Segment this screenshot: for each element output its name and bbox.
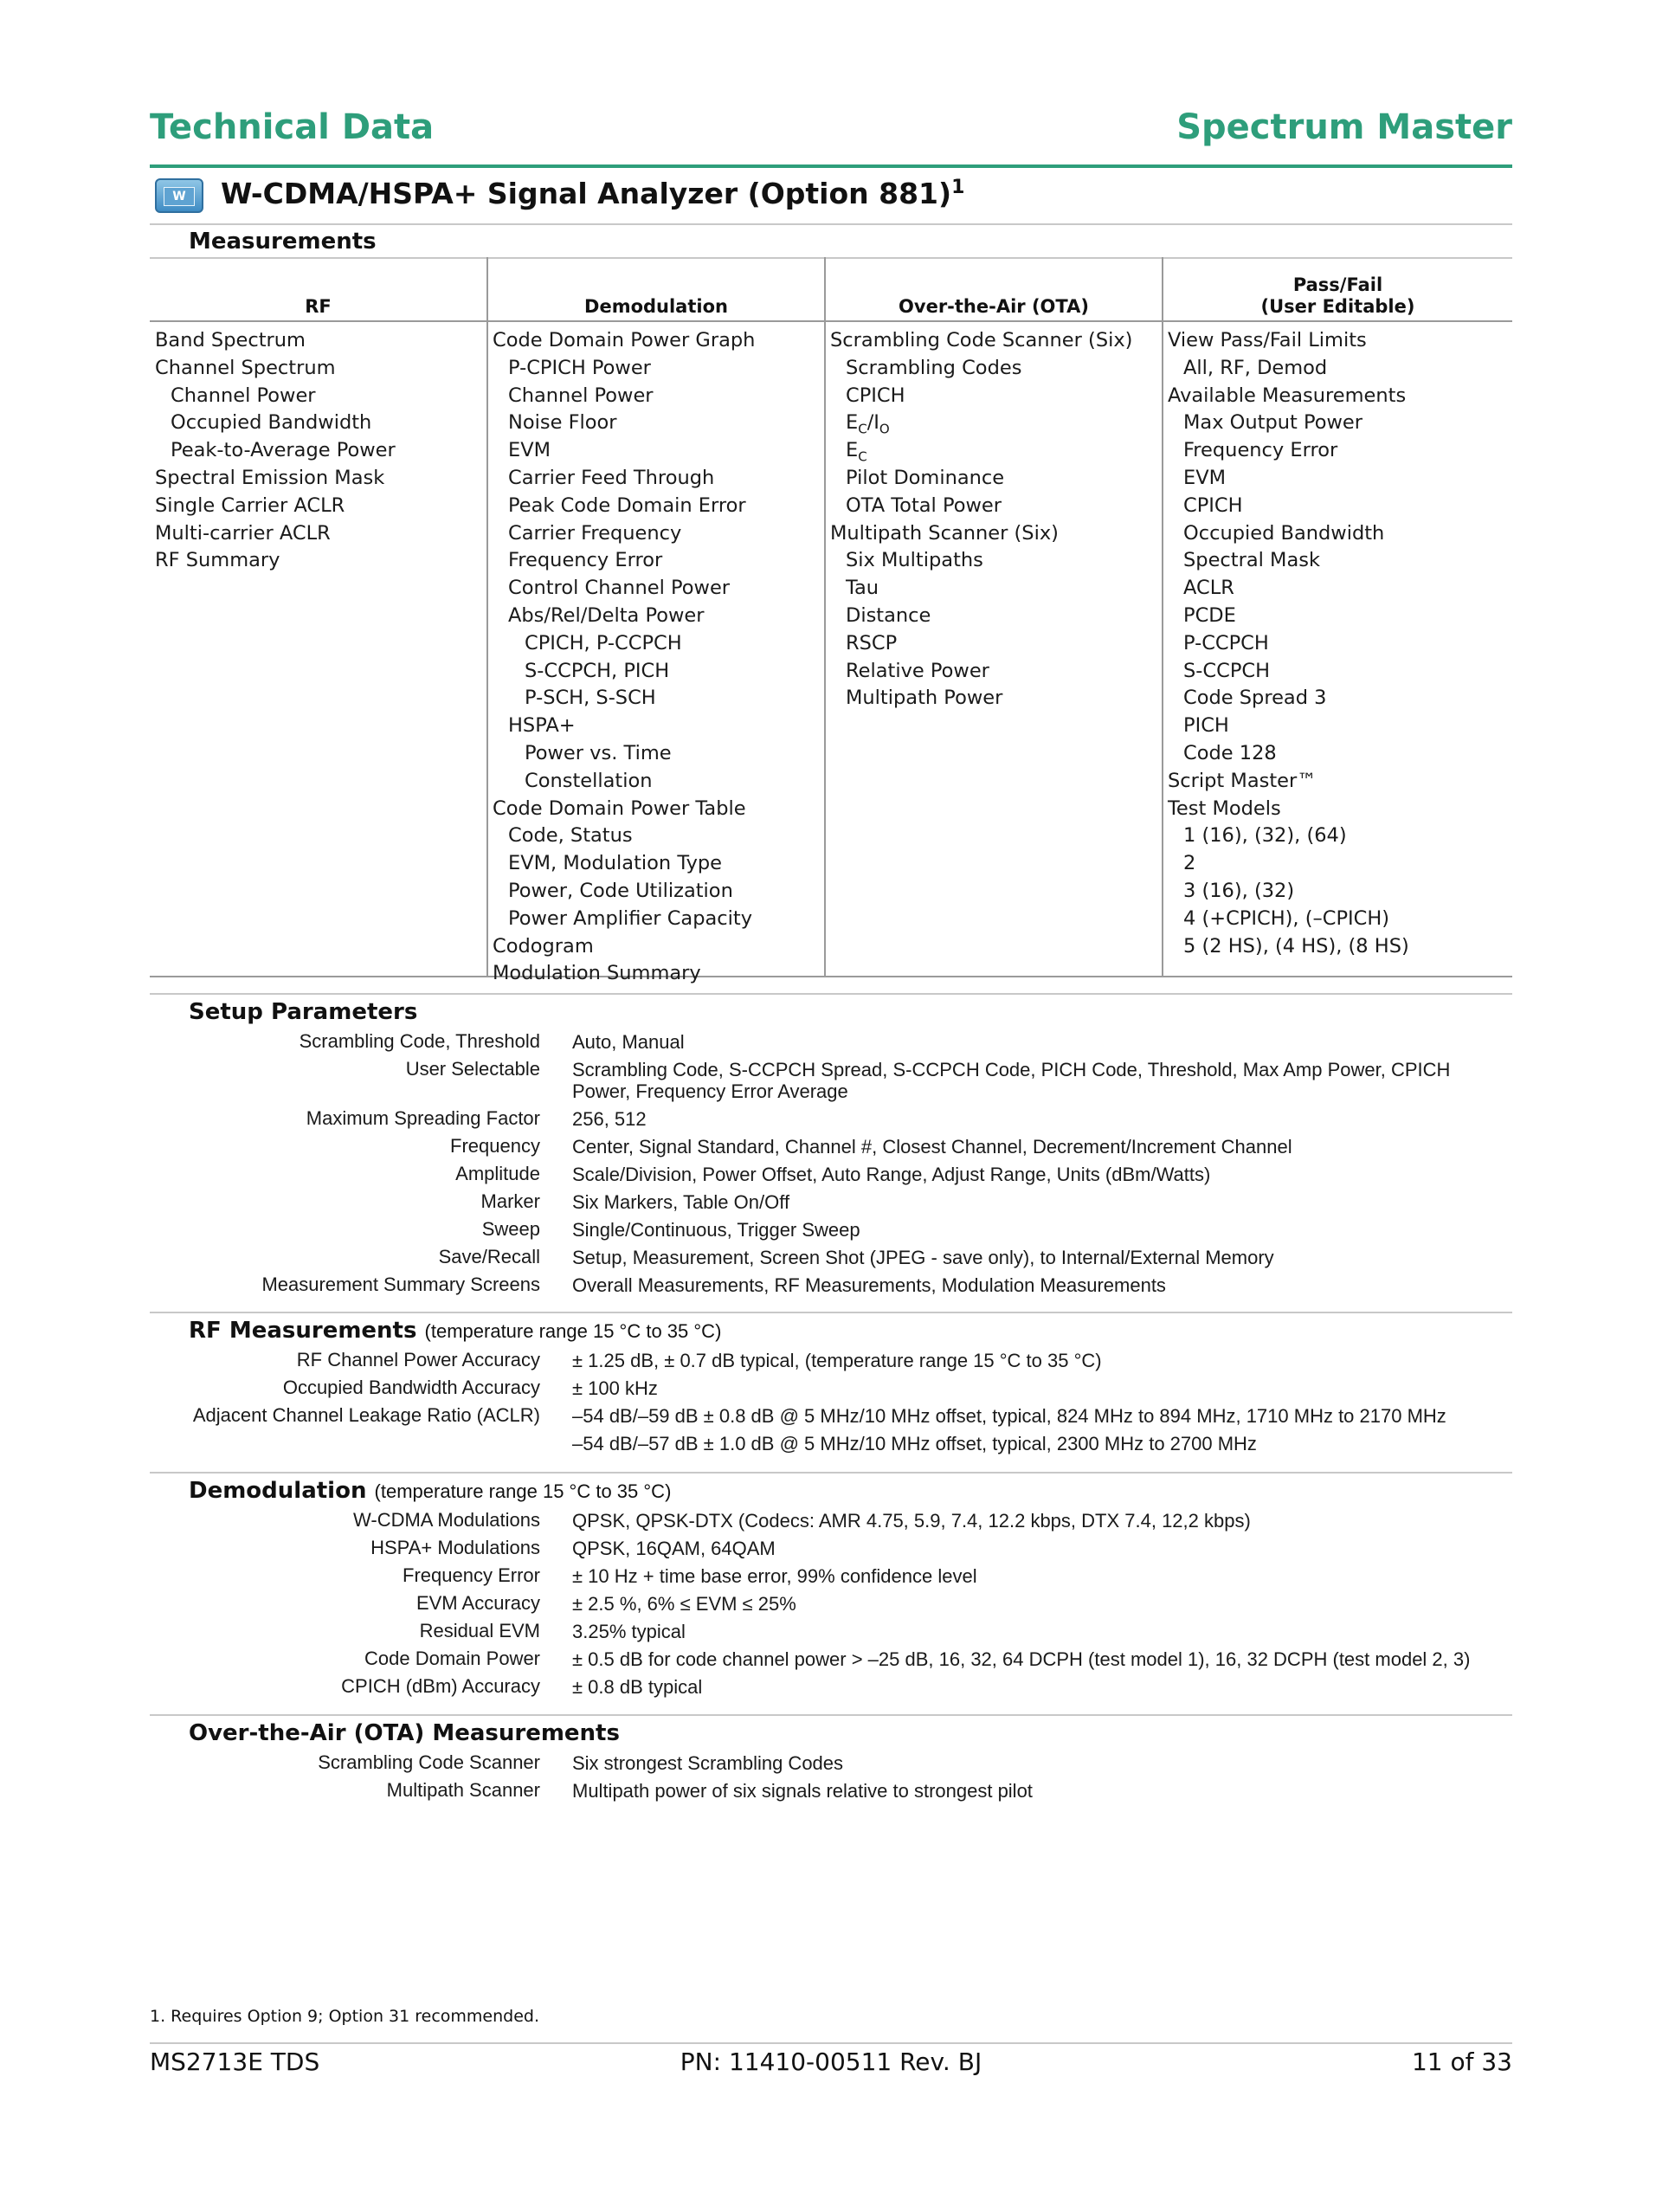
list-item: [1168, 520, 1510, 548]
table-header-rule: [150, 320, 1512, 322]
spec-value: –54 dB/–57 dB ± 1.0 dB @ 5 MHz/10 MHz offset, typical, 2300 MHz to 2700 MHz: [572, 1433, 1257, 1454]
list-item: [830, 685, 1159, 713]
list-item-text: Code, Status: [508, 824, 633, 848]
list-item: [155, 355, 484, 383]
spec-value: Scale/Division, Power Offset, Auto Range, Adjust Range, Units (dBm/Watts): [572, 1164, 1211, 1185]
spec-label: Adjacent Channel Leakage Ratio (ACLR): [192, 1404, 540, 1426]
list-item: [830, 658, 1159, 686]
spec-row: [150, 1374, 1512, 1402]
spec-label: Code Domain Power: [364, 1648, 540, 1669]
column-header-line: (User Editable): [1260, 296, 1415, 317]
list-item: [1168, 493, 1510, 520]
spec-row: [150, 1346, 1512, 1374]
list-item: [493, 383, 821, 410]
list-item: [493, 658, 821, 686]
spec-value: Center, Signal Standard, Channel #, Closest Channel, Decrement/Increment Channel: [572, 1136, 1292, 1158]
list-item: [1168, 547, 1510, 575]
footer-page-number: 11 of 33: [1411, 2048, 1512, 2076]
spec-value: Scrambling Code, S-CCPCH Spread, S-CCPCH Code, PICH Code, Threshold, Max Amp Power, CPICH Power, Frequency Error Average: [572, 1059, 1451, 1102]
column-ota-list: [830, 327, 1159, 713]
spec-label: HSPA+ Modulations: [370, 1537, 540, 1558]
demod-heading-note: (temperature range 15 °C to 35 °C): [374, 1480, 672, 1502]
column-header-line: Pass/Fail: [1292, 274, 1383, 295]
section-rule: [150, 1714, 1512, 1716]
list-item-text: ACLR: [1183, 577, 1234, 600]
list-item: [1168, 658, 1510, 686]
list-item: [1168, 713, 1510, 740]
setup-heading: Setup Parameters: [189, 999, 418, 1025]
column-header-line: Demodulation: [584, 296, 728, 317]
list-item: [830, 355, 1159, 383]
footer-doc-id: MS2713E TDS: [150, 2048, 320, 2076]
spec-value: Multipath power of six signals relative to strongest pilot: [572, 1780, 1033, 1802]
list-item: [493, 437, 821, 465]
spec-row: [150, 1749, 1512, 1777]
spec-row: [150, 1160, 1512, 1188]
section-rule: [150, 1472, 1512, 1474]
column-header-line: RF: [305, 296, 332, 317]
spec-label: User Selectable: [405, 1058, 540, 1080]
list-item: [493, 906, 821, 933]
option-title: [221, 177, 964, 210]
demodulation-list: [150, 1506, 1512, 1700]
spec-value: Six strongest Scrambling Codes: [572, 1752, 844, 1774]
list-item-text: 5 (2 HS), (4 HS), (8 HS): [1183, 934, 1409, 958]
list-item-text: CPICH, P-CCPCH: [525, 631, 682, 655]
spec-row: [150, 1188, 1512, 1216]
spec-row: [150, 1562, 1512, 1590]
spec-row: [150, 1132, 1512, 1160]
list-item: [1168, 906, 1510, 933]
list-item: [493, 933, 821, 961]
list-item: [493, 493, 821, 520]
list-item-text: Multipath Power: [846, 687, 1003, 710]
list-item-text: EVM, Modulation Type: [508, 852, 723, 875]
list-item: [830, 410, 1159, 437]
column-rf-list: [155, 327, 484, 575]
list-item-text: Control Channel Power: [508, 577, 731, 600]
section-rule: [150, 993, 1512, 995]
rf-measurements-list: [150, 1346, 1512, 1457]
list-item-text: E: [846, 411, 859, 435]
list-item: [1168, 685, 1510, 713]
list-item-text: P-SCH, S-SCH: [525, 687, 656, 710]
list-item: [830, 383, 1159, 410]
column-pass-fail-list: [1168, 327, 1510, 960]
list-item-text: Tau: [846, 577, 879, 600]
rf-heading-text: RF Measurements: [189, 1318, 417, 1344]
list-item: [493, 822, 821, 850]
list-item: [830, 493, 1159, 520]
spec-label: Scrambling Code Scanner: [318, 1751, 540, 1773]
list-item: [830, 437, 1159, 465]
spec-value: ± 100 kHz: [572, 1377, 658, 1399]
header-product-name: Spectrum Master: [1176, 107, 1512, 147]
list-item-text: EVM: [1183, 466, 1227, 489]
list-item-text: PCDE: [1183, 603, 1236, 627]
footnote-ref: 1: [951, 177, 965, 198]
list-item: [493, 520, 821, 548]
list-item-text: Code Spread 3: [1183, 687, 1327, 710]
list-item-text: EVM: [508, 439, 551, 462]
spec-value: Setup, Measurement, Screen Shot (JPEG - save only), to Internal/External Memory: [572, 1247, 1274, 1268]
list-item-text: Frequency Error: [1183, 439, 1338, 462]
list-item: [493, 355, 821, 383]
spec-row: [150, 1673, 1512, 1700]
list-item: [1168, 768, 1510, 796]
list-item-text: Scrambling Code Scanner (Six): [830, 329, 1133, 351]
list-item: [830, 520, 1159, 548]
column-header-ota: [826, 264, 1162, 318]
list-item-text: Peak-to-Average Power: [171, 439, 396, 462]
list-item: [493, 603, 821, 630]
list-item-text: 3 (16), (32): [1183, 879, 1295, 902]
spec-value: ± 10 Hz + time base error, 99% confidence level: [572, 1565, 977, 1587]
spec-label: Multipath Scanner: [386, 1779, 540, 1801]
list-item-text: Scrambling Codes: [846, 356, 1022, 379]
list-item: [1168, 410, 1510, 437]
spec-row: [150, 1271, 1512, 1299]
spec-label: CPICH (dBm) Accuracy: [341, 1675, 540, 1697]
list-item: [1168, 355, 1510, 383]
list-item-text: Channel Power: [171, 384, 316, 407]
list-item: [493, 713, 821, 740]
spec-label: Measurement Summary Screens: [261, 1274, 540, 1295]
list-item: [493, 740, 821, 768]
list-item-text: Abs/Rel/Delta Power: [508, 603, 705, 627]
list-item: [1168, 327, 1510, 355]
list-item: [1168, 575, 1510, 603]
rf-heading: [189, 1318, 721, 1344]
rf-heading-note: (temperature range 15 °C to 35 °C): [424, 1320, 722, 1342]
list-item-text: Relative Power: [846, 659, 989, 682]
list-item-text: Frequency Error: [508, 549, 663, 572]
spec-label: Frequency: [450, 1135, 540, 1157]
spec-row: [150, 1645, 1512, 1673]
page-header: [150, 102, 1512, 168]
list-item: [493, 850, 821, 878]
list-item-text: Noise Floor: [508, 411, 617, 435]
spec-row: [150, 1777, 1512, 1804]
list-item-text: Multipath Scanner (Six): [830, 521, 1059, 545]
list-item-text: 1 (16), (32), (64): [1183, 824, 1347, 848]
spec-row: [150, 1243, 1512, 1271]
list-item-text: S-CCPCH, PICH: [525, 659, 670, 682]
list-item-text: /I: [866, 411, 879, 435]
column-divider: [824, 257, 826, 977]
list-item-text: Carrier Frequency: [508, 521, 682, 545]
list-item: [493, 796, 821, 823]
ota-measurements-list: [150, 1749, 1512, 1804]
list-item: [1168, 822, 1510, 850]
spec-label: EVM Accuracy: [416, 1592, 540, 1614]
spec-value: Single/Continuous, Trigger Sweep: [572, 1219, 860, 1241]
column-header-demodulation: [488, 264, 824, 318]
list-item: [155, 383, 484, 410]
column-header-line: Over-the-Air (OTA): [899, 296, 1089, 317]
list-item-text: Multi-carrier ACLR: [155, 521, 331, 545]
list-item: [493, 465, 821, 493]
list-item: [1168, 933, 1510, 961]
list-item-text: Max Output Power: [1183, 411, 1363, 435]
spec-row: [150, 1105, 1512, 1132]
spec-value: QPSK, 16QAM, 64QAM: [572, 1538, 776, 1559]
footer-rule: [150, 2042, 1512, 2044]
list-item: [1168, 437, 1510, 465]
list-item-text: Peak Code Domain Error: [508, 493, 746, 517]
spec-label: Save/Recall: [438, 1246, 540, 1267]
list-item: [493, 685, 821, 713]
column-header-pass-fail: [1163, 264, 1512, 318]
header-section-title: Technical Data: [150, 107, 435, 147]
list-item-text: P-CCPCH: [1183, 631, 1269, 655]
list-item-text: Pilot Dominance: [846, 466, 1005, 489]
column-divider: [1162, 257, 1163, 977]
spec-value: 3.25% typical: [572, 1621, 686, 1642]
list-item-text: Code Domain Power Graph: [493, 329, 756, 351]
list-item-text: Constellation: [525, 769, 653, 792]
list-item: [1168, 465, 1510, 493]
list-item-subscript: O: [879, 421, 890, 437]
spec-label: Scrambling Code, Threshold: [299, 1030, 540, 1052]
spec-label: Sweep: [481, 1218, 540, 1240]
list-item-text: Script Master™: [1168, 769, 1317, 792]
list-item: [493, 960, 821, 988]
list-item: [155, 520, 484, 548]
list-item: [830, 630, 1159, 658]
list-item-text: Power vs. Time: [525, 741, 672, 764]
spec-label: Residual EVM: [419, 1620, 540, 1641]
list-item-text: CPICH: [1183, 493, 1243, 517]
spec-label: W-CDMA Modulations: [353, 1509, 540, 1531]
list-item: [1168, 740, 1510, 768]
list-item: [1168, 383, 1510, 410]
list-item-text: Power Amplifier Capacity: [508, 906, 753, 930]
list-item-text: Power, Code Utilization: [508, 879, 733, 902]
spec-label: Amplitude: [455, 1163, 540, 1184]
list-item: [493, 547, 821, 575]
spec-row: [150, 1402, 1512, 1429]
ota-heading: Over-the-Air (OTA) Measurements: [189, 1720, 620, 1746]
demod-heading-text: Demodulation: [189, 1478, 367, 1504]
list-item: [830, 575, 1159, 603]
spec-row: [150, 1590, 1512, 1617]
list-item-subscript: C: [858, 421, 867, 437]
list-item: [493, 410, 821, 437]
list-item: [493, 575, 821, 603]
spec-value: Six Markers, Table On/Off: [572, 1191, 790, 1213]
demod-heading: [189, 1478, 671, 1504]
list-item: [155, 493, 484, 520]
setup-parameters-list: [150, 1028, 1512, 1299]
list-item-text: 4 (+CPICH), (–CPICH): [1183, 906, 1390, 930]
list-item-text: All, RF, Demod: [1183, 356, 1328, 379]
list-item: [1168, 878, 1510, 906]
column-divider: [486, 257, 488, 977]
spec-value: ± 2.5 %, 6% ≤ EVM ≤ 25%: [572, 1593, 796, 1615]
option-title-row: [150, 170, 1512, 225]
spec-value: –54 dB/–59 dB ± 0.8 dB @ 5 MHz/10 MHz offset, typical, 824 MHz to 894 MHz, 1710 MHz to 2170 MHz: [572, 1405, 1446, 1427]
wcdma-analyzer-icon: [155, 178, 203, 213]
list-item: [1168, 796, 1510, 823]
option-title-text: W-CDMA/HSPA+ Signal Analyzer (Option 881): [221, 177, 952, 210]
spec-value: Auto, Manual: [572, 1031, 685, 1053]
list-item-text: HSPA+: [508, 714, 576, 738]
list-item-text: View Pass/Fail Limits: [1168, 329, 1367, 351]
list-item-text: OTA Total Power: [846, 493, 1002, 517]
table-bottom-rule: [150, 976, 1512, 977]
list-item: [830, 465, 1159, 493]
list-item: [155, 547, 484, 575]
list-item: [155, 437, 484, 465]
list-item: [155, 465, 484, 493]
list-item: [830, 603, 1159, 630]
list-item: [493, 327, 821, 355]
list-item-text: Band Spectrum: [155, 329, 306, 351]
spec-label: Maximum Spreading Factor: [306, 1107, 540, 1129]
section-rule: [150, 1312, 1512, 1313]
spec-label: Marker: [480, 1190, 540, 1212]
spec-row: [150, 1216, 1512, 1243]
page-footer: [150, 2048, 1512, 2082]
list-item: [155, 410, 484, 437]
list-item-subscript: C: [858, 448, 867, 465]
spec-value: ± 0.5 dB for code channel power > –25 dB, 16, 32, 64 DCPH (test model 1), 16, 32 DCPH (test model 2, 3): [572, 1648, 1471, 1670]
list-item-text: RSCP: [846, 631, 898, 655]
list-item-text: 2: [1183, 852, 1196, 875]
list-item-text: Occupied Bandwidth: [171, 411, 372, 435]
column-header-rf: [150, 264, 486, 318]
list-item: [830, 327, 1159, 355]
table-top-rule: [150, 257, 1512, 259]
icon-letter: W: [164, 187, 195, 206]
list-item: [493, 878, 821, 906]
spec-row: [150, 1055, 1512, 1105]
list-item-text: P-CPICH Power: [508, 356, 651, 379]
spec-value: Overall Measurements, RF Measurements, Modulation Measurements: [572, 1274, 1166, 1296]
list-item-text: Test Models: [1168, 796, 1281, 820]
list-item: [155, 327, 484, 355]
measurements-heading: Measurements: [189, 229, 377, 255]
spec-value: QPSK, QPSK-DTX (Codecs: AMR 4.75, 5.9, 7.4, 12.2 kbps, DTX 7.4, 12,2 kbps): [572, 1510, 1251, 1532]
spec-value: ± 0.8 dB typical: [572, 1676, 703, 1698]
column-demodulation-list: [493, 327, 821, 988]
list-item-text: Carrier Feed Through: [508, 466, 715, 489]
list-item-text: RF Summary: [155, 549, 280, 572]
list-item: [1168, 603, 1510, 630]
list-item-text: CPICH: [846, 384, 905, 407]
list-item-text: Channel Spectrum: [155, 356, 336, 379]
list-item-text: Distance: [846, 603, 931, 627]
list-item: [493, 630, 821, 658]
list-item-text: Codogram: [493, 934, 594, 958]
list-item-text: E: [846, 439, 859, 462]
spec-label: RF Channel Power Accuracy: [296, 1349, 540, 1370]
footer-part-number: PN: 11410-00511 Rev. BJ: [680, 2048, 982, 2076]
list-item-text: Channel Power: [508, 384, 654, 407]
footnote: 1. Requires Option 9; Option 31 recommended.: [150, 2007, 540, 2026]
list-item: [493, 768, 821, 796]
list-item-text: Spectral Emission Mask: [155, 466, 385, 489]
spec-row: [150, 1534, 1512, 1562]
list-item-text: PICH: [1183, 714, 1229, 738]
spec-label: Occupied Bandwidth Accuracy: [282, 1377, 540, 1398]
list-item: [830, 547, 1159, 575]
list-item-text: Modulation Summary: [493, 962, 701, 985]
spec-label: Frequency Error: [403, 1564, 540, 1586]
list-item-text: Spectral Mask: [1183, 549, 1320, 572]
list-item-text: Six Multipaths: [846, 549, 983, 572]
spec-row: [150, 1429, 1512, 1457]
spec-row: [150, 1028, 1512, 1055]
spec-value: ± 1.25 dB, ± 0.7 dB typical, (temperature range 15 °C to 35 °C): [572, 1350, 1102, 1371]
list-item-text: Code 128: [1183, 741, 1277, 764]
list-item: [1168, 850, 1510, 878]
spec-row: [150, 1617, 1512, 1645]
list-item-text: Available Measurements: [1168, 384, 1407, 407]
list-item-text: Single Carrier ACLR: [155, 493, 345, 517]
list-item-text: S-CCPCH: [1183, 659, 1271, 682]
spec-value: 256, 512: [572, 1108, 647, 1130]
list-item-text: Occupied Bandwidth: [1183, 521, 1385, 545]
list-item-text: Code Domain Power Table: [493, 796, 746, 820]
list-item: [1168, 630, 1510, 658]
spec-row: [150, 1506, 1512, 1534]
